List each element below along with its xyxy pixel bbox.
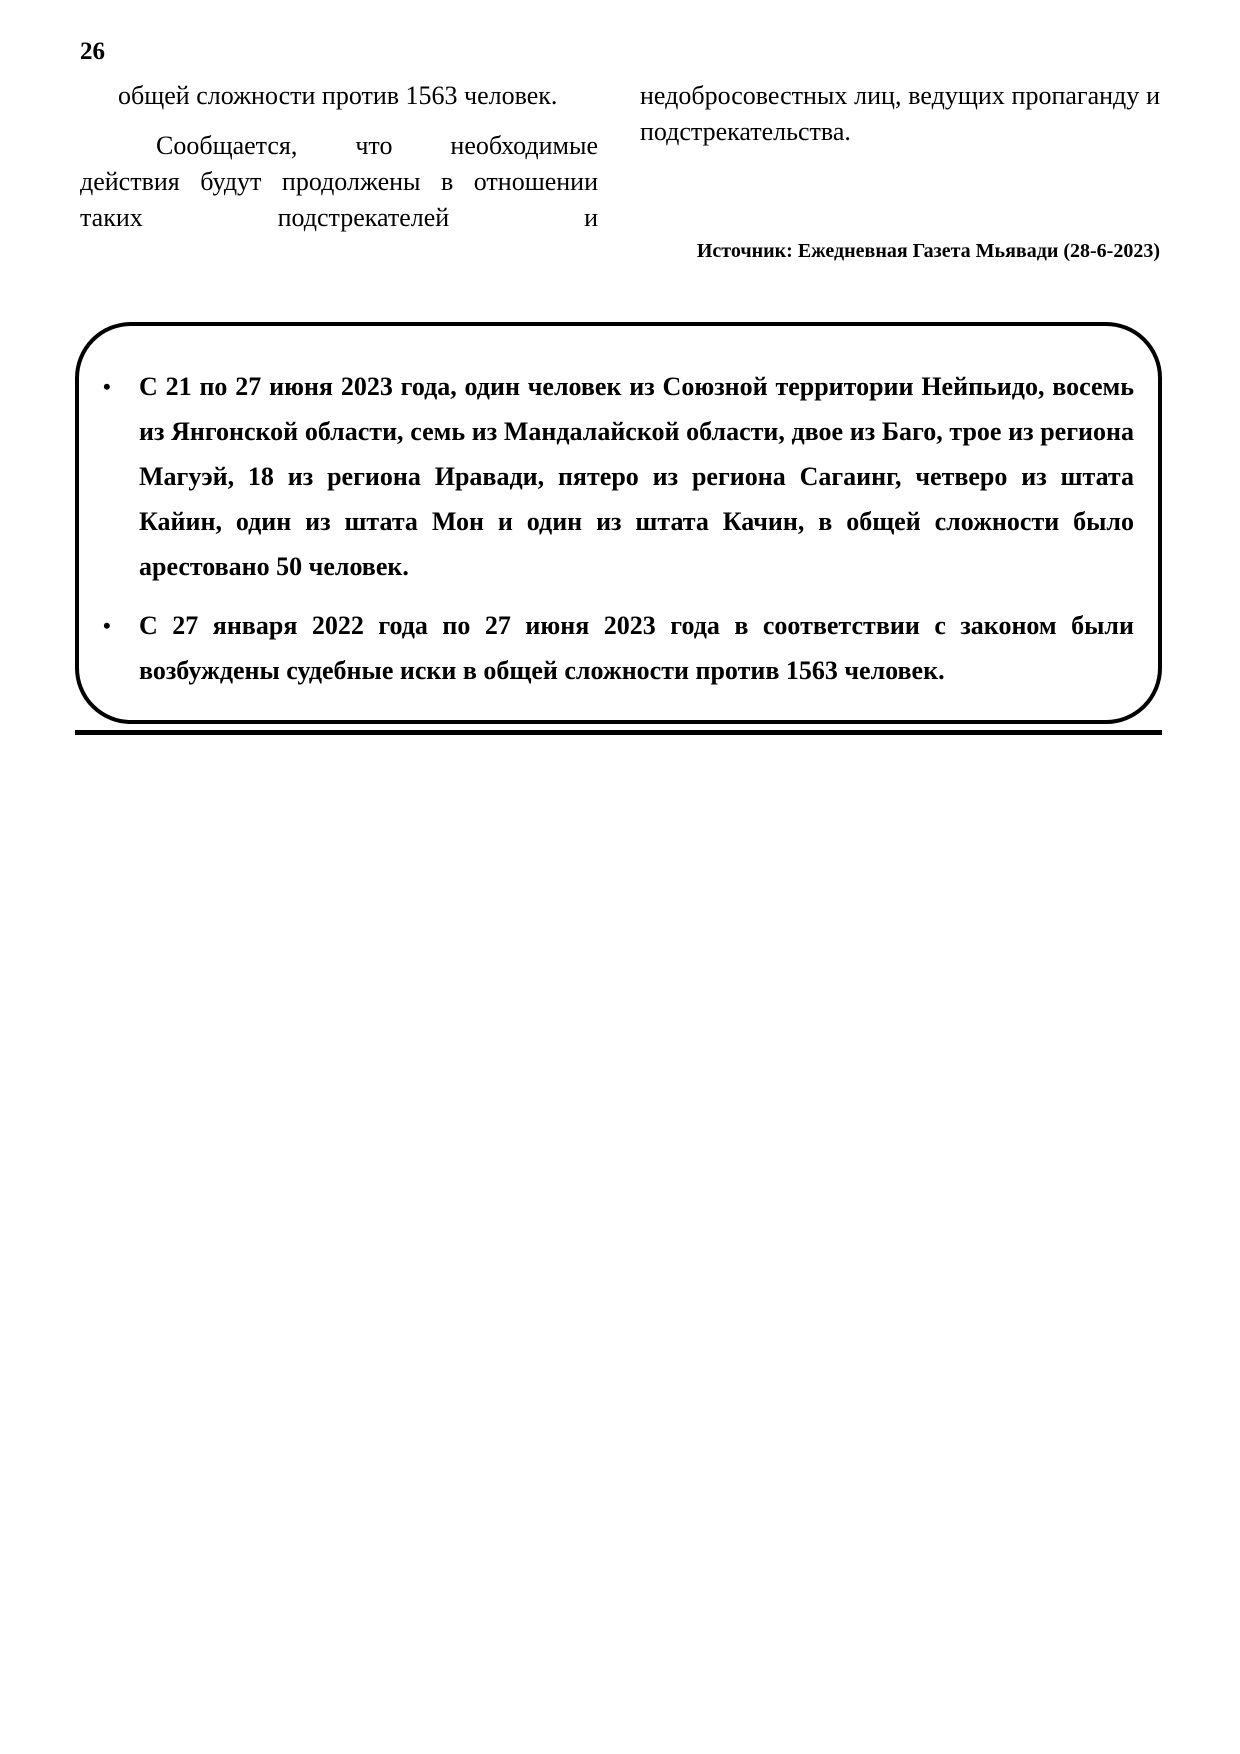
bullet-icon: • [103, 374, 111, 399]
summary-item-text: С 21 по 27 июня 2023 года, один человек из Союзной территории Нейпьидо, восемь из Янгонской области, семь из Мандалайской области, двое из Баго, трое из региона Магуэй, 18 из региона Иравади, пятеро из региона Сагаинг, четверо из штата Кайин, один из штата Мон и один из штата Качин, в общей сложности было арестовано 50 человек. [139, 372, 1134, 581]
summary-item [99, 364, 1134, 589]
summary-list [99, 364, 1134, 707]
summary-box [75, 322, 1162, 724]
left-paragraph-continued: общей сложности против 1563 человек. [118, 81, 558, 110]
right-paragraph: недобросовестных лиц, ведущих пропаганду и подстрекательства. [640, 81, 1160, 146]
summary-item [99, 603, 1134, 693]
summary-item-text: С 27 января 2022 года по 27 июня 2023 года в соответствии с законом были возбуждены судебные иски в общей сложности против 1563 человек. [139, 611, 1134, 685]
page-number: 26 [80, 38, 105, 65]
left-column [80, 78, 598, 236]
right-column [640, 78, 1160, 150]
source-citation: Источник: Ежедневная Газета Мьявади (28-6-2023) [696, 240, 1160, 262]
bullet-icon: • [103, 613, 111, 638]
section-divider [75, 730, 1162, 735]
left-paragraph: Сообщается, что необходимые действия будут продолжены в отношении таких подстрекателей и [80, 131, 598, 232]
